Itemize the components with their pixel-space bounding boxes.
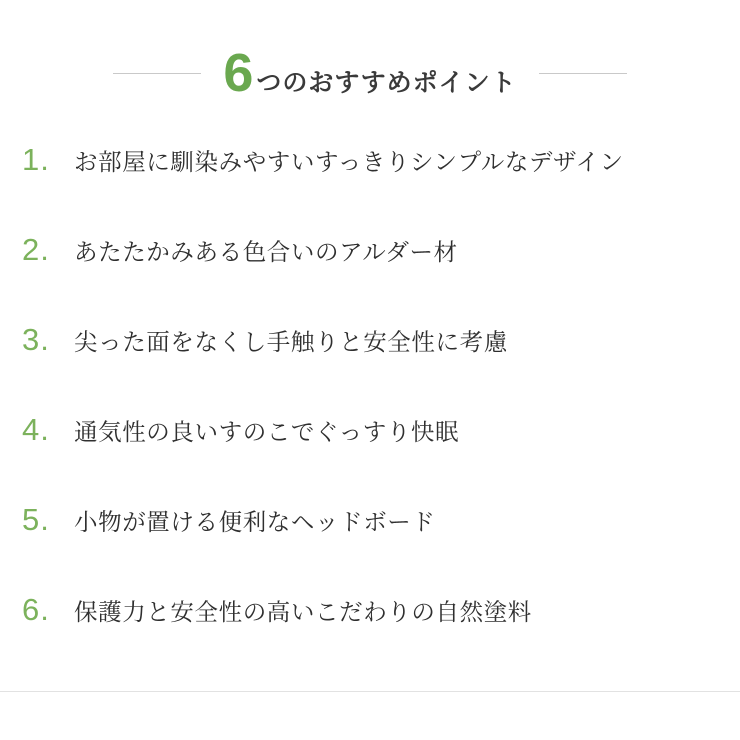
header-divider-left-icon xyxy=(113,73,201,74)
list-item xyxy=(0,140,740,230)
list-item xyxy=(0,590,740,680)
list-item xyxy=(0,230,740,320)
header-text xyxy=(223,43,517,103)
list-item-label: 尖った面をなくし手触りと安全性に考慮 xyxy=(74,329,508,355)
header-divider-right-icon xyxy=(539,73,627,74)
list-item-label: 通気性の良いすのこでぐっすり快眠 xyxy=(74,419,460,445)
section-header xyxy=(0,38,740,108)
list-item-number: 6. xyxy=(22,592,50,627)
list-item-number: 2. xyxy=(22,232,50,267)
list-item xyxy=(0,500,740,590)
list-item-number: 1. xyxy=(22,142,50,177)
list-item-label: 保護力と安全性の高いこだわりの自然塗料 xyxy=(74,599,532,625)
footer-divider xyxy=(0,691,740,692)
list-item-label: あたたかみある色合いのアルダー材 xyxy=(74,239,458,265)
points-list xyxy=(0,140,740,680)
list-item-number: 3. xyxy=(22,322,50,357)
list-item xyxy=(0,320,740,410)
list-item-number: 5. xyxy=(22,502,50,537)
page-title: つのおすすめポイント xyxy=(256,69,517,97)
list-item-label: お部屋に馴染みやすいすっきりシンプルなデザイン xyxy=(74,149,624,175)
header-number: 6 xyxy=(223,43,253,103)
list-item xyxy=(0,410,740,500)
list-item-label: 小物が置ける便利なヘッドボード xyxy=(74,509,436,535)
list-item-number: 4. xyxy=(22,412,50,447)
